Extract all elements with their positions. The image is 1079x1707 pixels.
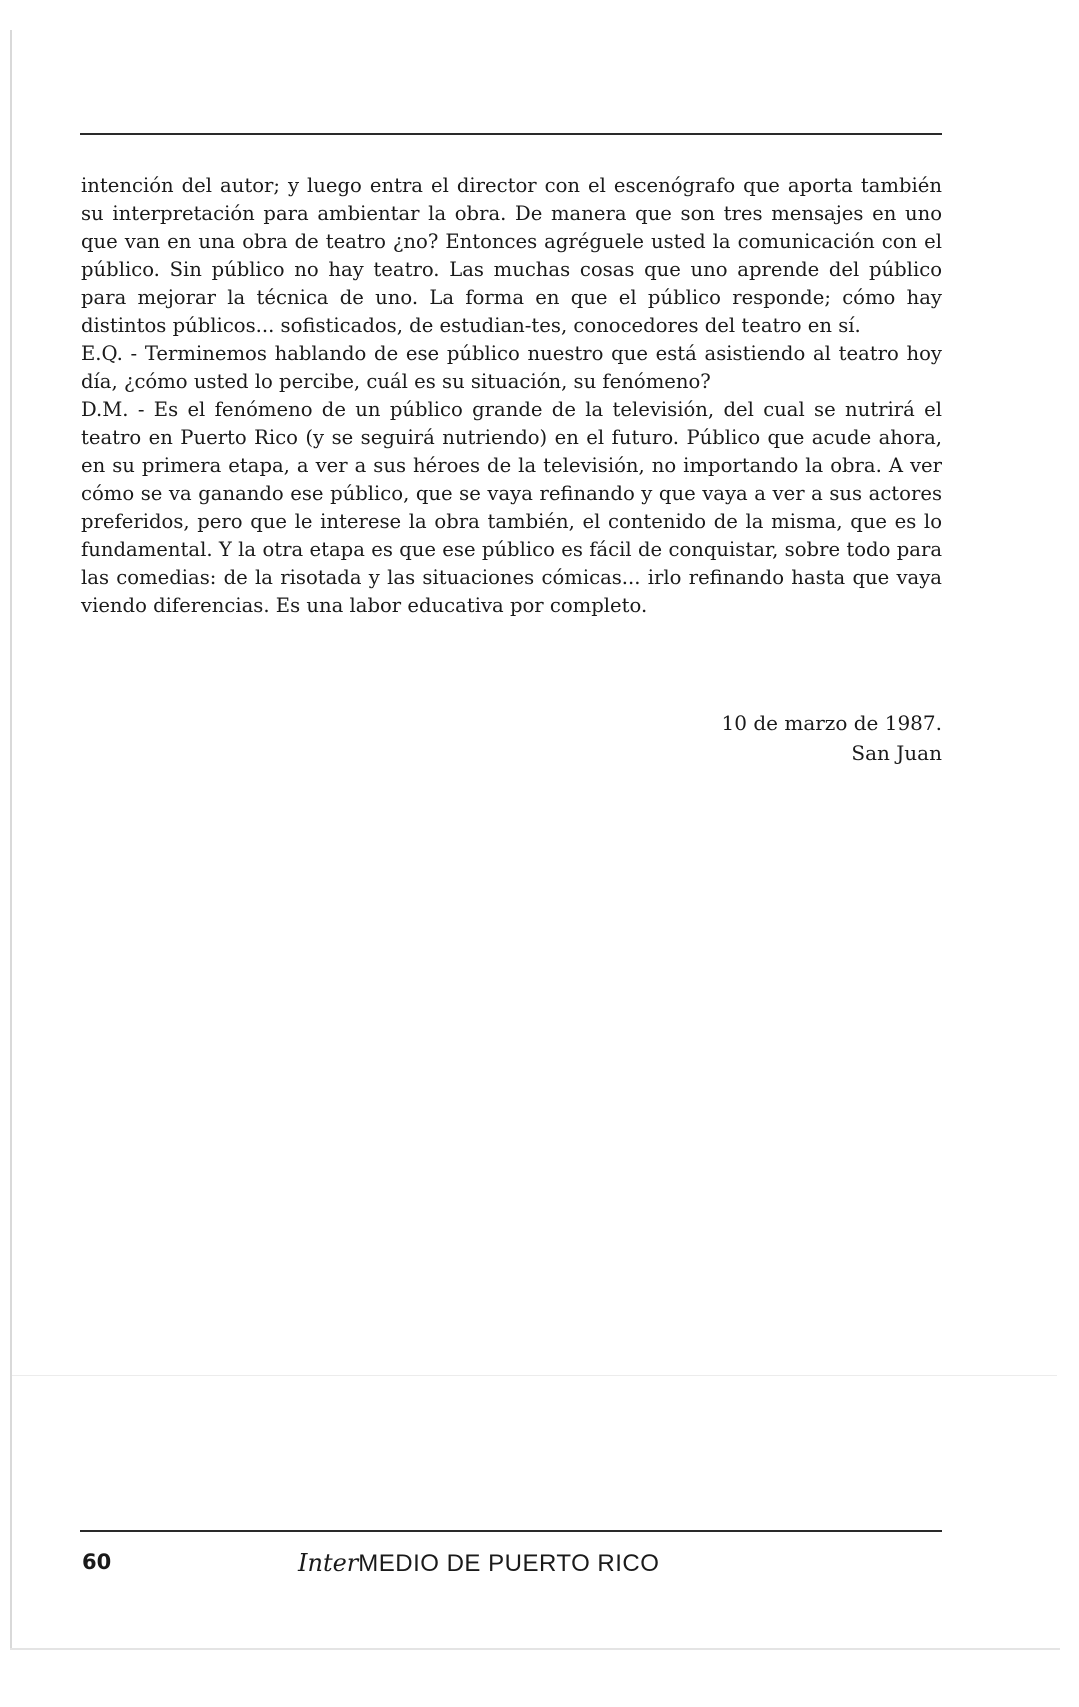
paragraph-intro: intención del autor; y luego entra el director con el escenógrafo que aporta también su interpretación para ambientar la obra. De manera que son tres mensajes en uno que van en una obra de teatro ¿no? Entonces agréguele usted la comunicación con el público. Sin público no hay teatro. Las muchas cosas que uno aprende del público para mejorar la técnica de uno. La forma en que el público responde; cómo hay distintos públicos... sofisticados, de estudian-tes, conocedores del teatro en sí. xyxy=(81,174,942,337)
page-number: 60 xyxy=(82,1550,112,1574)
article-body xyxy=(81,172,942,620)
faint-divider xyxy=(12,1375,1057,1376)
publication-title-rest: MEDIO DE PUERTO RICO xyxy=(358,1550,660,1577)
header-rule xyxy=(80,133,942,135)
dateline-block xyxy=(560,708,942,768)
publication-title xyxy=(298,1549,659,1578)
publication-title-prefix: Inter xyxy=(298,1549,359,1577)
page-edge-bottom xyxy=(10,1648,1060,1650)
footer-rule xyxy=(80,1530,942,1532)
dateline-place: San Juan xyxy=(851,741,942,765)
dateline-date: 10 de marzo de 1987. xyxy=(721,711,942,735)
paragraph-question-eq: E.Q. - Terminemos hablando de ese público nuestro que está asistiendo al teatro hoy día, ¿cómo usted lo percibe, cuál es su situación, su fenómeno? xyxy=(81,342,942,393)
paragraph-answer-dm: D.M. - Es el fenómeno de un público grande de la televisión, del cual se nutrirá el teatro en Puerto Rico (y se seguirá nutriendo) en el futuro. Público que acude ahora, en su primera etapa, a ver a sus héroes de la televisión, no importando la obra. A ver cómo se va ganando ese público, que se vaya refinando y que vaya a ver a sus actores preferidos, pero que le interese la obra también, el contenido de la misma, que es lo fundamental. Y la otra etapa es que ese público es fácil de conquistar, sobre todo para las comedias: de la risotada y las situaciones cómicas... irlo refinando hasta que vaya viendo diferencias. Es una labor educativa por completo. xyxy=(81,398,942,617)
page-edge-left xyxy=(10,30,12,1650)
